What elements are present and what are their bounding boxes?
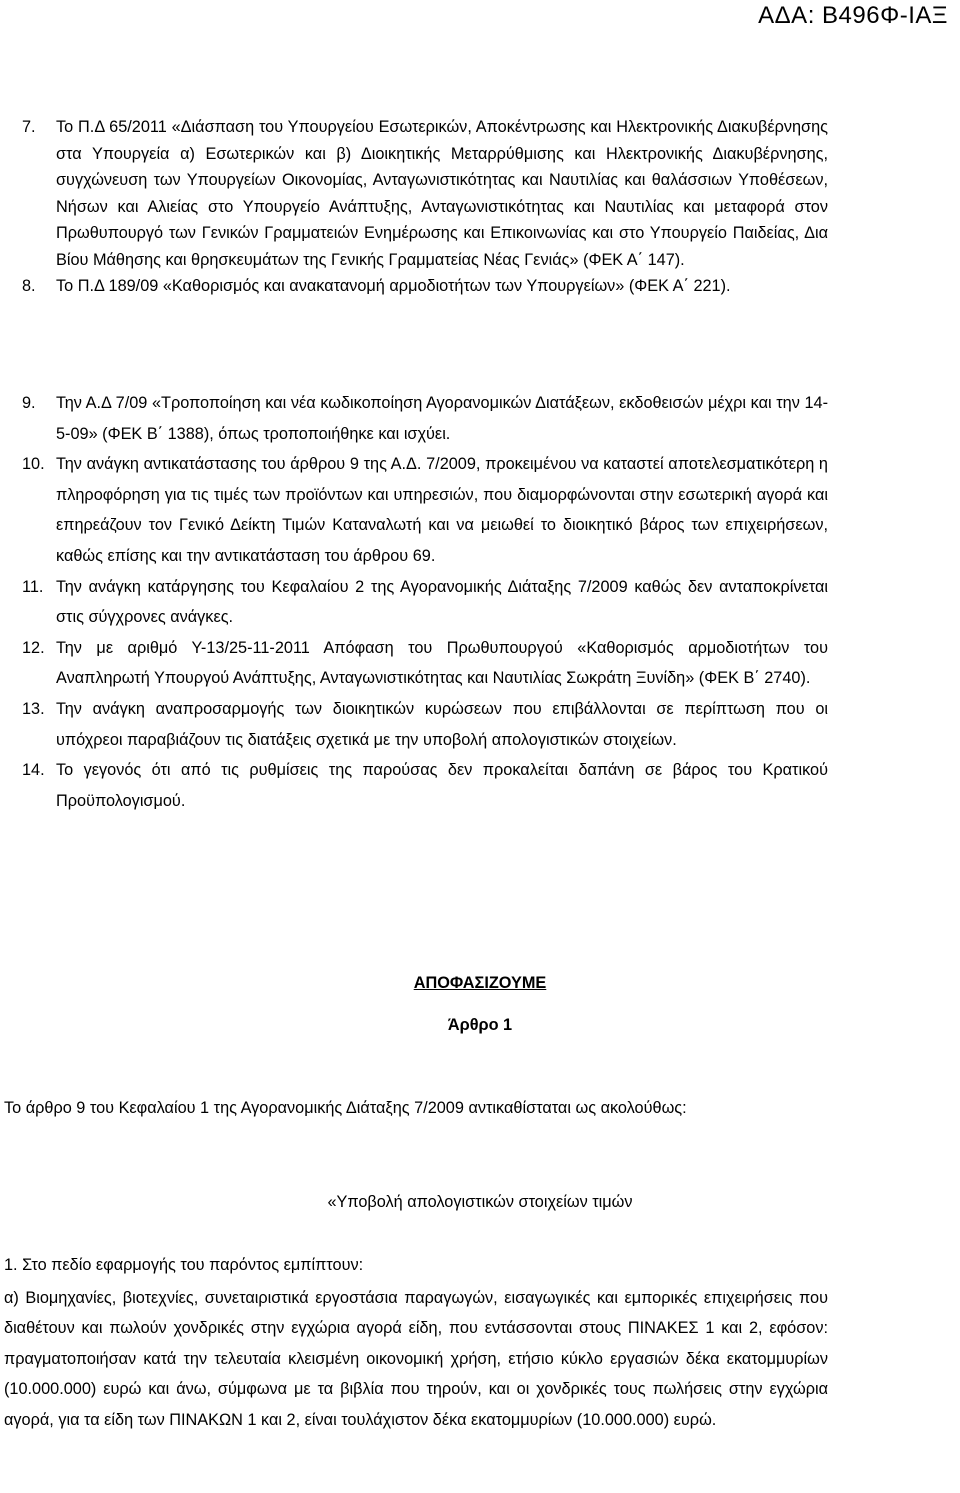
item-number: 7. bbox=[22, 118, 36, 136]
quote-title: «Υποβολή απολογιστικών στοιχείων τιμών bbox=[327, 1193, 633, 1211]
list-item bbox=[0, 449, 828, 571]
item-text: Την Α.Δ 7/09 «Τροποποίηση και νέα κωδικοποίηση Αγορανομικών Διατάξεων, εκδοθεισών μέχρι και την 14-5-09» (ΦΕΚ Β΄ 1388), όπως τροποποιήθηκε και ισχύει. bbox=[56, 394, 828, 443]
list-item bbox=[0, 114, 828, 273]
item-number: 9. bbox=[22, 394, 36, 412]
item-text: Το Π.Δ 65/2011 «Διάσπαση του Υπουργείου Εσωτερικών, Αποκέντρωσης και Ηλεκτρονικής Διακυβέρνησης στα Υπουργεία α) Εσωτερικών και β) Διοικητικής Μεταρρύθμισης και Ηλεκτρονικής Διακυβέρνησης, συγχώνευση των Υπουργείων Οικονομίας, Ανταγωνιστικότητας και Ναυτιλίας και θαλάσσιων Υποθέσεων, Νήσων και Αλιείας στο Υπουργείο Ανάπτυξης, Ανταγωνιστικότητας και Ναυτιλίας και μεταφορά στον Πρωθυπουργό των Γενικών Γραμματειών Ενημέρωσης και Επικοινωνίας και στο Υπουργείο Παιδείας, Δια Βίου Μάθησης και θρησκευμάτων της Γενικής Γραμματείας Νέας Γενιάς» (ΦΕΚ Α΄ 147). bbox=[56, 118, 828, 269]
item-text: Την ανάγκη κατάργησης του Κεφαλαίου 2 της Αγορανομικής Διάταξης 7/2009 καθώς δεν ανταποκρίνεται στις σύγχρονες ανάγκες. bbox=[56, 577, 828, 627]
list-item bbox=[0, 388, 828, 449]
item-number: 10. bbox=[22, 455, 45, 474]
decision-heading: ΑΠΟΦΑΣΙΖΟΥΜΕ bbox=[413, 974, 547, 992]
item-number: 14. bbox=[22, 761, 45, 780]
list-item bbox=[0, 633, 828, 694]
item-number: 8. bbox=[22, 277, 36, 295]
item-number: 13. bbox=[22, 699, 45, 718]
item-text: Την ανάγκη αντικατάστασης του άρθρου 9 της Α.Δ. 7/2009, προκειμένου να καταστεί αποτελεσματικότερη η πληροφόρηση για τις τιμές των προϊόντων και υπηρεσιών, που διαμορφώνονται στην εσωτερική αγορά και επηρεάζουν τον Γενικό Δείκτη Τιμών Καταναλωτή και να μειωθεί το διοικητικό βάρος των επιχειρήσεων, καθώς επίσης και την αντικατάσταση του άρθρου 69. bbox=[56, 455, 828, 565]
list-item bbox=[0, 273, 828, 300]
item-text: Την με αριθμό Υ-13/25-11-2011 Απόφαση του Πρωθυπουργού «Καθορισμός αρμοδιοτήτων του Αναπληρωτή Υπουργού Ανάπτυξης, Ανταγωνιστικότητας και Ναυτιλίας Σωκράτη Ξυνίδη» (ΦΕΚ Β΄ 2740). bbox=[56, 638, 828, 688]
recitals-list-top bbox=[0, 114, 960, 300]
item-text: Το Π.Δ 189/09 «Καθορισμός και ανακατανομή αρμοδιοτήτων των Υπουργείων» (ΦΕΚ Α΄ 221). bbox=[56, 277, 731, 295]
list-item bbox=[0, 694, 828, 755]
list-item bbox=[0, 572, 828, 633]
point-1: 1. Στο πεδίο εφαρμογής του παρόντος εμπίπτουν: bbox=[4, 1256, 364, 1274]
item-text: Την ανάγκη αναπροσαρμογής των διοικητικών κυρώσεων που επιβάλλονται σε περίπτωση που οι υπόχρεοι παραβιάζουν τις διατάξεις σχετικά με την υποβολή απολογιστικών στοιχείων. bbox=[56, 699, 828, 749]
item-number: 11. bbox=[22, 577, 44, 596]
article-intro: Το άρθρο 9 του Κεφαλαίου 1 της Αγορανομικής Διάταξης 7/2009 αντικαθίσταται ως ακολούθως: bbox=[4, 1099, 687, 1117]
article-title: Άρθρο 1 bbox=[447, 1016, 513, 1034]
point-a: α) Βιομηχανίες, βιοτεχνίες, συνεταιριστικά εργοστάσια παραγωγών, εισαγωγικές και εμπορικές επιχειρήσεις που διαθέτουν και πωλούν χονδρικές στην εγχώρια αγορά είδη, που εντάσσονται στους ΠΙΝΑΚΕΣ 1 και 2, εφόσον: πραγματοποιήσαν κατά την τελευταία κλεισμένη οικονομική χρήση, ετήσιο κύκλο εργασιών δέκα εκατομμυρίων (10.000.000) ευρώ και άνω, σύμφωνα με τα βιβλία που τηρούν, και οι χονδρικές τους πωλήσεις στην εγχώρια αγορά, για τα είδη των ΠΙΝΑΚΩΝ 1 και 2, είναι τουλάχιστον δέκα εκατομμυρίων (10.000.000) ευρώ. bbox=[4, 1289, 828, 1429]
list-item bbox=[0, 755, 828, 816]
item-number: 12. bbox=[22, 638, 45, 657]
item-text: Το γεγονός ότι από τις ρυθμίσεις της παρούσας δεν προκαλείται δαπάνη σε βάρος του Κρατικού Προϋπολογισμού. bbox=[56, 761, 828, 810]
ada-code: ΑΔΑ: Β496Φ-ΙΑΞ bbox=[758, 2, 948, 29]
recitals-list-bottom bbox=[0, 388, 960, 816]
